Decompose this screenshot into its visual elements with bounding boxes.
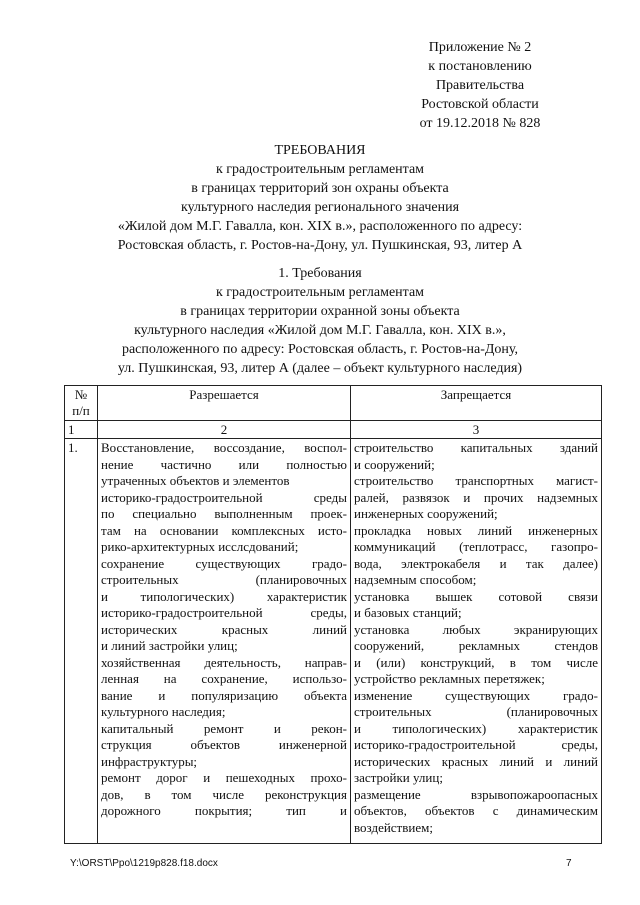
appendix-block <box>395 38 565 133</box>
allowed-text-line: рико-архитектурных исслсдований; <box>101 539 299 554</box>
column-number: 3 <box>351 421 602 439</box>
prohibited-text-line: ралей, развязок и прочих надземных <box>354 489 598 505</box>
prohibited-text-line: изменение существующих градо- <box>354 687 598 703</box>
prohibited-text-line: объектов, объектов с динамическим <box>354 803 598 818</box>
allowed-text-line: струкция объектов инженерной <box>101 737 347 752</box>
appendix-line: Ростовской области <box>421 97 539 112</box>
allowed-text-line: хозяйственная деятельность, направ- <box>101 654 347 670</box>
prohibited-text-line: установка вышек сотовой связи <box>354 588 598 604</box>
header-allowed: Разрешается <box>98 386 351 421</box>
document-title <box>70 141 570 255</box>
prohibited-text-line: и типологических) характеристик <box>354 720 598 736</box>
allowed-text-line: строительных (планировочных <box>101 572 347 587</box>
prohibited-text-line: застройки улиц; <box>354 770 443 785</box>
allowed-text-line: вание и популяризацию объекта <box>101 687 347 703</box>
allowed-text-line: культурного наследия; <box>101 704 226 719</box>
section-line: 1. Требования <box>278 266 362 281</box>
title-line: Ростовская область, г. Ростов-на-Дону, ул. Пушкинская, 93, литер А <box>117 238 523 253</box>
prohibited-text-line: воздействием; <box>354 819 433 835</box>
prohibited-text-line: размещение взрывопожароопасных <box>354 786 598 802</box>
section-title <box>70 264 570 378</box>
prohibited-text-line: строительство транспортных магист- <box>354 473 598 488</box>
prohibited-text-line: сооружений, рекламных стендов <box>354 638 598 653</box>
allowed-text-line: и линий застройки улиц; <box>101 638 238 653</box>
appendix-line: от 19.12.2018 № 828 <box>419 116 541 131</box>
allowed-text-line: исторических красных линий <box>101 621 347 637</box>
column-number: 2 <box>98 421 351 439</box>
header-number <box>65 386 98 421</box>
header-number-line: п/п <box>72 403 90 418</box>
column-number-row <box>65 421 602 439</box>
allowed-text-line: историко-градостроительной среды <box>101 489 347 505</box>
appendix-line: к постановлению <box>428 59 532 74</box>
allowed-text-line: дорожного покрытия; тип и <box>101 803 347 818</box>
allowed-text-line: Восстановление, воссоздание, воспол- <box>101 440 347 455</box>
header-number-line: № <box>74 387 88 402</box>
prohibited-text-line: строительных (планировочных <box>354 704 598 719</box>
table-header-row <box>65 386 602 421</box>
appendix-line: Правительства <box>435 78 525 93</box>
row-number: 1. <box>65 439 98 844</box>
section-line: к градостроительным регламентам <box>215 285 425 300</box>
allowed-text-line: ремонт дорог и пешеходных прохо- <box>101 770 347 785</box>
allowed-cell <box>98 439 351 844</box>
prohibited-text-line: и (или) конструкций, в том числе <box>354 654 598 670</box>
allowed-text-line: сохранение существующих градо- <box>101 555 347 571</box>
prohibited-text-line: историко-градостроительной среды, <box>354 737 598 752</box>
prohibited-cell <box>351 439 602 844</box>
allowed-text-line: и типологических) характеристик <box>101 588 347 604</box>
section-line: в границах территории охранной зоны объекта <box>180 304 460 319</box>
allowed-text-line: ленная на сохранение, использо- <box>101 671 347 686</box>
prohibited-text-line: и базовых станций; <box>354 605 462 620</box>
title-line: к градостроительным регламентам <box>215 162 425 177</box>
allowed-text-line: дов, в том числе реконструкция <box>101 786 347 802</box>
prohibited-text-line: инженерных сооружений; <box>354 506 498 521</box>
prohibited-text-line: устройство рекламных перетяжек; <box>354 671 545 686</box>
section-line: культурного наследия «Жилой дом М.Г. Гавалла, кон. XIX в.», <box>134 323 506 338</box>
prohibited-text-line: прокладка новых линий инженерных <box>354 522 598 538</box>
requirements-table <box>64 385 602 844</box>
prohibited-text-line: исторических красных линий и линий <box>354 753 598 769</box>
allowed-text-line: там на основании комплексных исто- <box>101 522 347 538</box>
title-line: в границах территорий зон охраны объекта <box>191 181 449 196</box>
section-line: ул. Пушкинская, 93, литер А (далее – объект культурного наследия) <box>117 361 523 376</box>
allowed-text-line: капитальный ремонт и рекон- <box>101 720 347 736</box>
allowed-text <box>101 440 347 820</box>
allowed-text-line: нение частично или полностью <box>101 456 347 472</box>
prohibited-text-line: и сооружений; <box>354 456 435 472</box>
section-line: расположенного по адресу: Ростовская область, г. Ростов-на-Дону, <box>121 342 519 357</box>
table-row <box>65 439 602 844</box>
footer-page-number: 7 <box>566 858 572 869</box>
prohibited-text <box>354 440 598 836</box>
prohibited-text-line: установка любых экранирующих <box>354 621 598 637</box>
header-prohibited: Запрещается <box>351 386 602 421</box>
prohibited-text-line: вода, электрокабеля и так далее) <box>354 555 598 571</box>
prohibited-text-line: надземным способом; <box>354 572 477 587</box>
allowed-text-line: историко-градостроительной среды, <box>101 605 347 620</box>
footer-file-path: Y:\ORST\Ppo\1219p828.f18.docx <box>70 858 218 869</box>
allowed-text-line: инфраструктуры; <box>101 753 198 769</box>
allowed-text-line: по специально выполненным проек- <box>101 506 347 521</box>
title-line: ТРЕБОВАНИЯ <box>274 143 366 158</box>
title-line: «Жилой дом М.Г. Гавалла, кон. XIX в.», расположенного по адресу: <box>117 219 523 234</box>
column-number: 1 <box>65 421 98 439</box>
prohibited-text-line: коммуникаций (теплотрасс, газопро- <box>354 539 598 554</box>
title-line: культурного наследия регионального значения <box>180 200 460 215</box>
appendix-line: Приложение № 2 <box>428 40 532 55</box>
prohibited-text-line: строительство капитальных зданий <box>354 440 598 455</box>
allowed-text-line: утраченных объектов и элементов <box>101 473 290 488</box>
